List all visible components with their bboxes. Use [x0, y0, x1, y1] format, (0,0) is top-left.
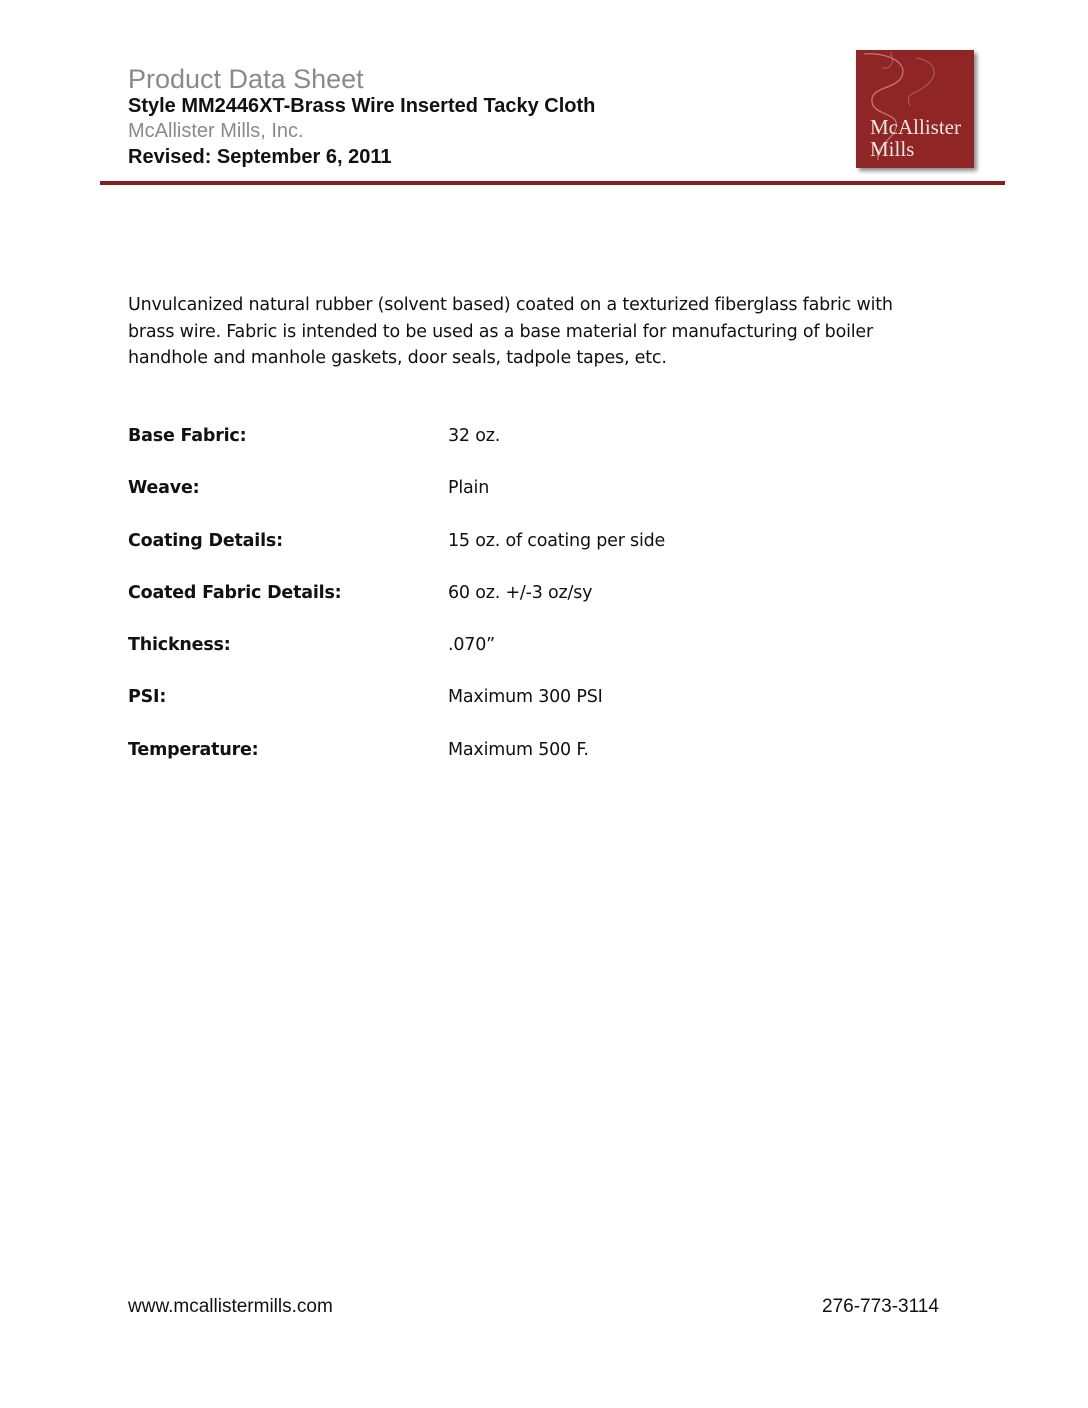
spec-value: 15 oz. of coating per side — [448, 530, 666, 551]
spec-label: Base Fabric: — [128, 426, 247, 446]
spec-row-psi — [128, 685, 828, 737]
spec-value: Maximum 500 F. — [448, 739, 589, 760]
spec-row-coating-details — [128, 529, 828, 581]
spec-value: 60 oz. +/-3 oz/sy — [448, 582, 593, 603]
spec-row-base-fabric — [128, 424, 828, 476]
revised-date: Revised: September 6, 2011 — [128, 146, 392, 168]
spec-value: Plain — [448, 478, 490, 499]
spec-value: .070” — [448, 635, 496, 656]
spec-label: Coated Fabric Details: — [128, 582, 342, 603]
product-description: Unvulcanized natural rubber (solvent based) coated on a texturized fiberglass fabric with brass wire. Fabric is intended to be used as a base material for manufacturing of boiler handhole and manhole gaskets, door seals, tadpole tapes, etc. — [128, 295, 893, 368]
spec-row-weave — [128, 476, 828, 528]
document-header — [128, 64, 595, 170]
spec-value: 32 oz. — [448, 426, 501, 446]
logo-line-2: Mills — [870, 137, 915, 161]
spec-row-thickness — [128, 633, 828, 685]
header-divider — [100, 181, 1005, 185]
document-type-title: Product Data Sheet — [128, 64, 364, 94]
spec-label: PSI: — [128, 687, 167, 708]
spec-label: Thickness: — [128, 635, 231, 656]
spec-label: Temperature: — [128, 739, 259, 760]
spec-list — [128, 424, 828, 790]
spec-label: Coating Details: — [128, 530, 283, 551]
spec-label: Weave: — [128, 478, 200, 499]
company-logo — [856, 50, 974, 168]
logo-line-1: McAllister — [870, 115, 961, 139]
spec-row-coated-fabric-details — [128, 581, 828, 633]
product-style-title: Style MM2446XT-Brass Wire Inserted Tacky Cloth — [128, 95, 596, 117]
spec-value: Maximum 300 PSI — [448, 687, 603, 708]
company-name: McAllister Mills, Inc. — [128, 120, 304, 142]
logo-wordmark — [870, 116, 961, 160]
footer-website-link[interactable]: www.mcallistermills.com — [128, 1296, 333, 1317]
spec-row-temperature — [128, 738, 828, 790]
footer-phone-number: 276-773-3114 — [822, 1296, 939, 1317]
